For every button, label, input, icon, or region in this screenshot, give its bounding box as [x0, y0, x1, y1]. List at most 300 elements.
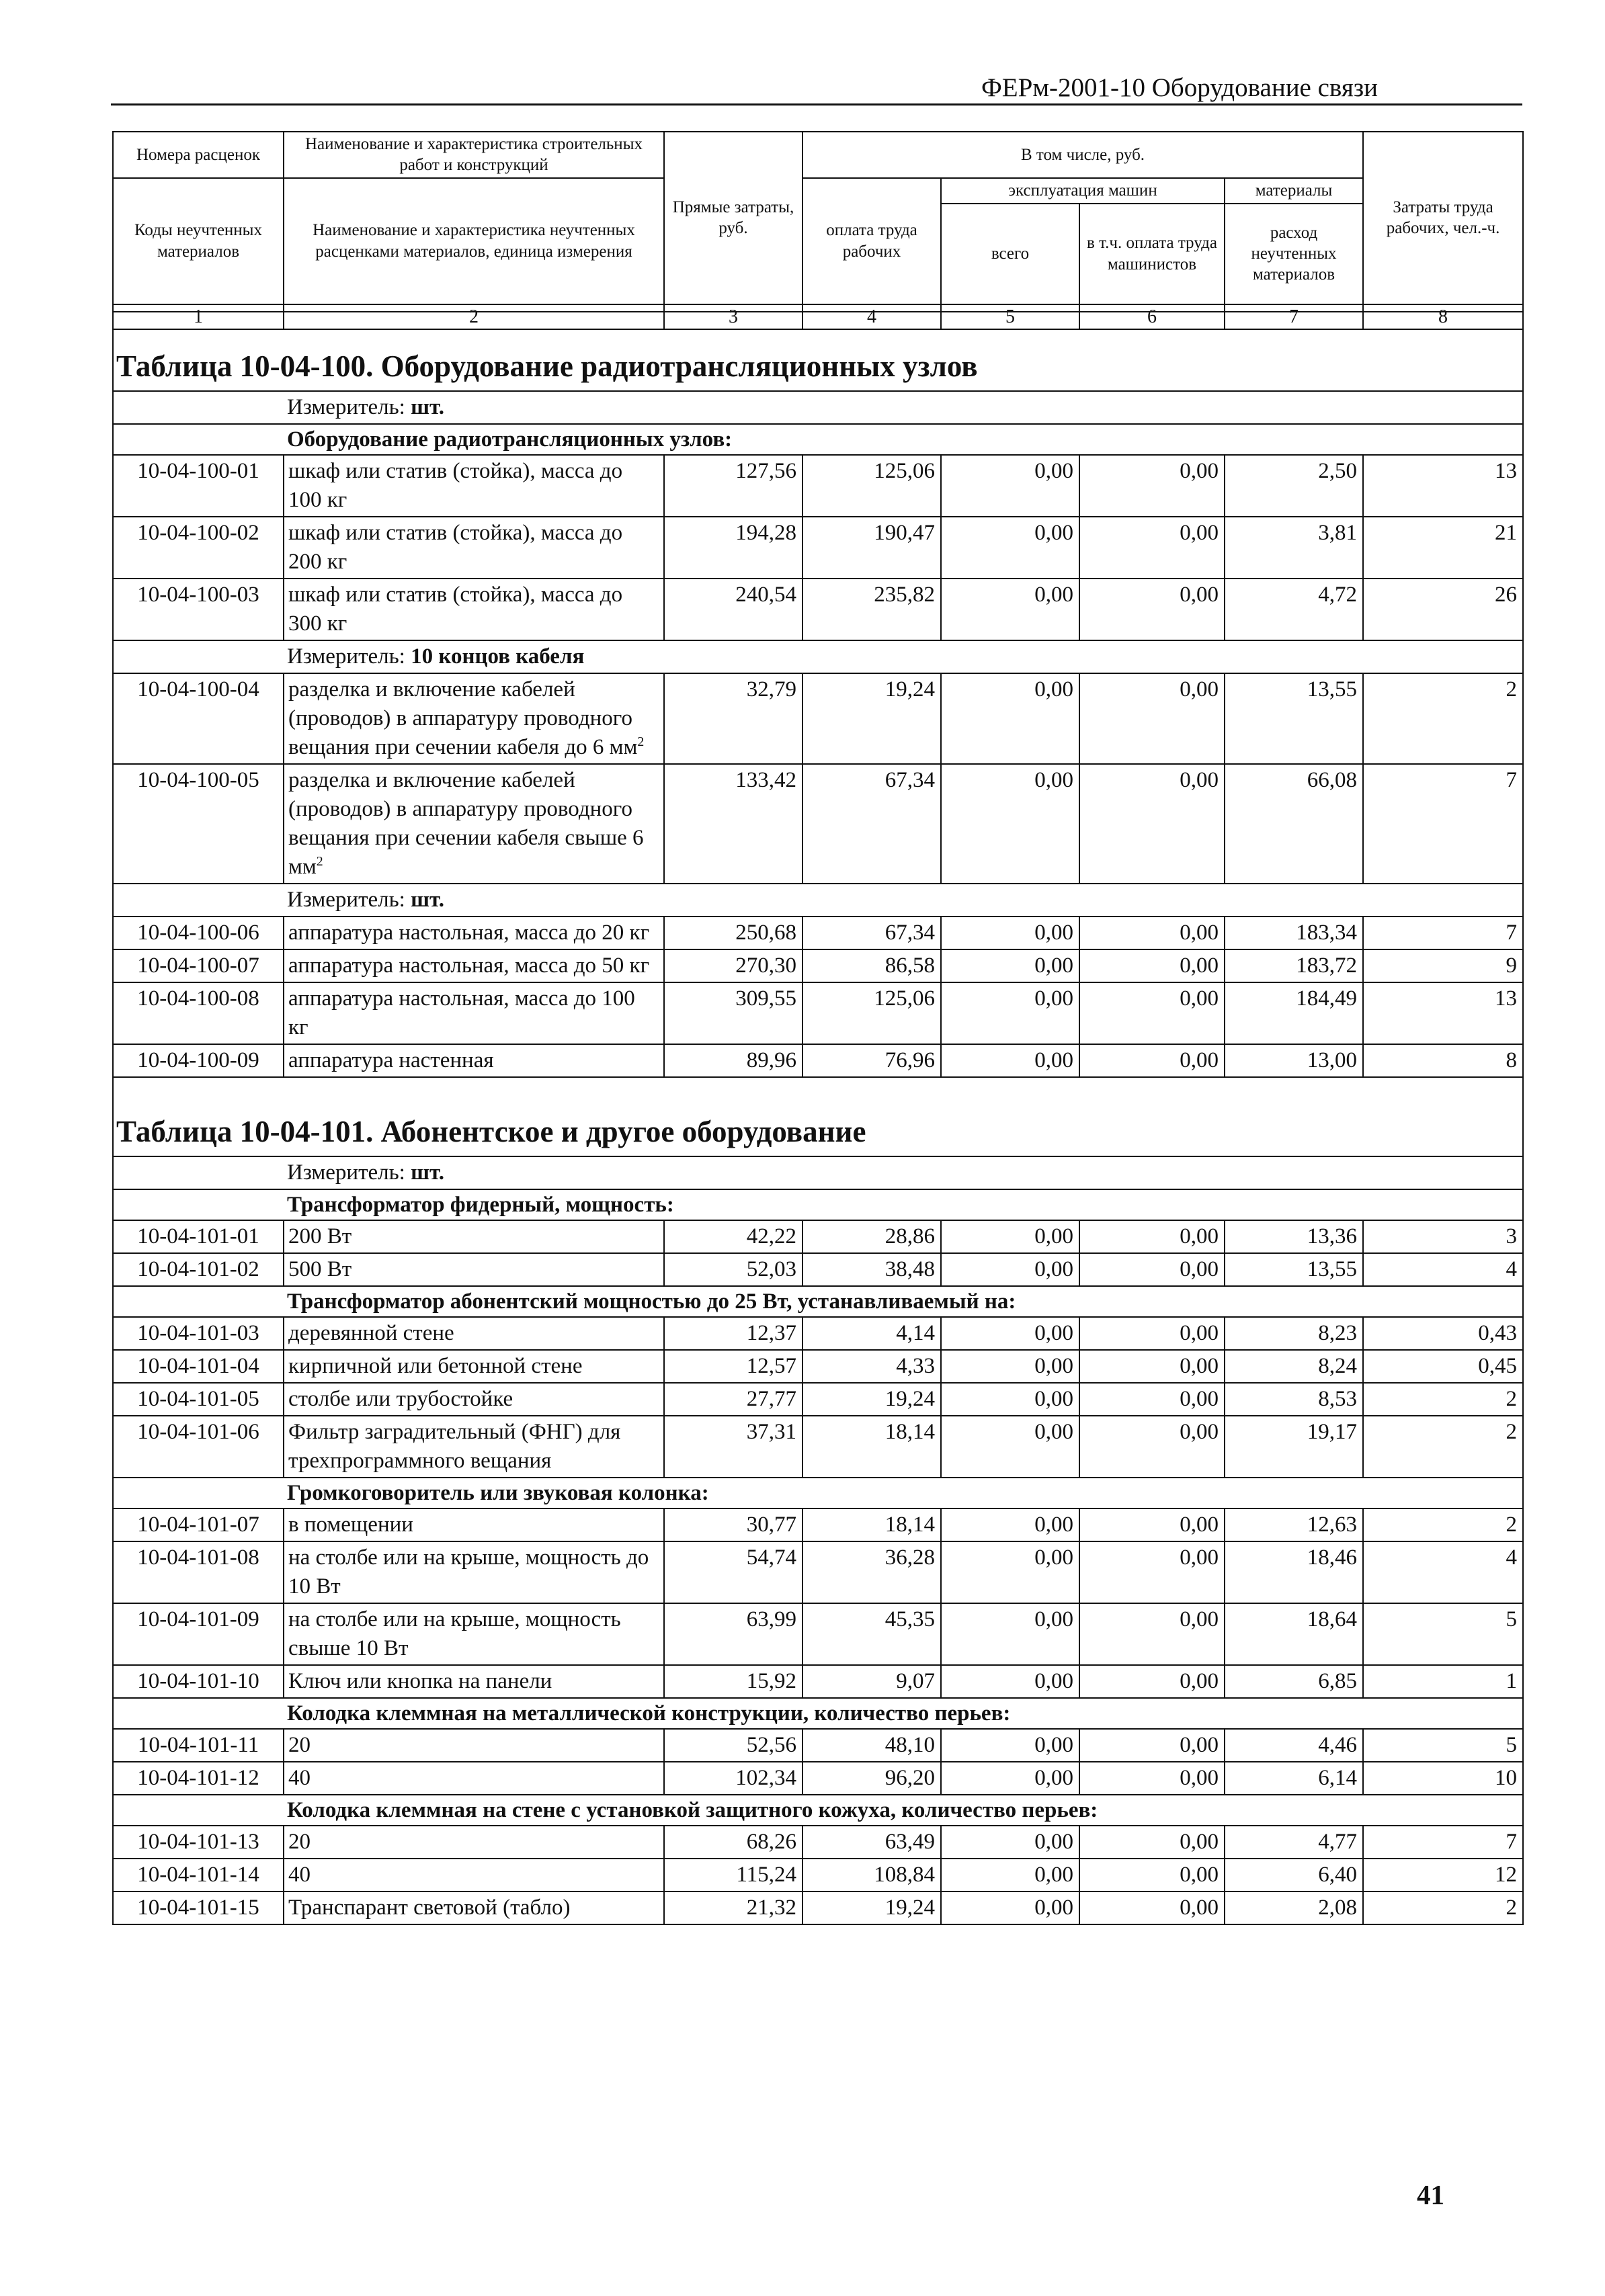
direct-costs: 250,68 — [664, 917, 803, 949]
table-10-04-100-title — [113, 312, 1523, 391]
column-number: 7 — [1225, 304, 1363, 329]
column-number: 2 — [284, 304, 664, 329]
work-name-text: 20 — [288, 1830, 311, 1854]
table-row — [113, 1729, 1523, 1762]
direct-costs: 52,56 — [664, 1729, 803, 1762]
labor-pay: 96,20 — [803, 1762, 941, 1795]
group-label: Трансформатор абонентский мощностью до 25 Вт, устанавливаемый на: — [113, 1286, 1523, 1317]
machines-labor: 0,00 — [1079, 764, 1225, 884]
work-name-text: аппаратура настенная — [288, 1048, 494, 1072]
labor-pay: 18,14 — [803, 1508, 941, 1541]
machines-labor: 0,00 — [1079, 1416, 1225, 1478]
labor-pay: 19,24 — [803, 673, 941, 764]
header-rule — [111, 103, 1522, 105]
rate-code: 10-04-101-07 — [113, 1508, 284, 1541]
work-name — [284, 1350, 664, 1383]
table-row — [113, 1220, 1523, 1253]
rate-code: 10-04-101-13 — [113, 1826, 284, 1859]
column-number: 8 — [1363, 304, 1523, 329]
unit-label — [113, 1156, 1523, 1189]
work-name-text: 40 — [288, 1766, 311, 1790]
rate-code: 10-04-101-15 — [113, 1891, 284, 1924]
machines-total: 0,00 — [941, 517, 1079, 579]
table-row — [113, 982, 1523, 1044]
unit-value: шт. — [411, 888, 444, 912]
unit-value: шт. — [411, 1160, 444, 1185]
work-name — [284, 1729, 664, 1762]
work-name — [284, 673, 664, 764]
table-row — [113, 673, 1523, 764]
group-row — [113, 1795, 1523, 1826]
machines-total: 0,00 — [941, 1317, 1079, 1350]
materials-cost: 8,53 — [1225, 1383, 1363, 1416]
machines-total: 0,00 — [941, 1508, 1079, 1541]
materials-cost: 66,08 — [1225, 764, 1363, 884]
labor-hours: 7 — [1363, 1826, 1523, 1859]
column-number: 6 — [1079, 304, 1225, 329]
table-row — [113, 1665, 1523, 1698]
rate-code: 10-04-101-11 — [113, 1729, 284, 1762]
labor-pay: 125,06 — [803, 982, 941, 1044]
labor-pay: 18,14 — [803, 1416, 941, 1478]
rate-code: 10-04-100-07 — [113, 949, 284, 982]
labor-pay: 125,06 — [803, 455, 941, 517]
machines-total: 0,00 — [941, 949, 1079, 982]
machines-total: 0,00 — [941, 764, 1079, 884]
labor-pay: 28,86 — [803, 1220, 941, 1253]
labor-pay: 67,34 — [803, 917, 941, 949]
rate-code: 10-04-100-04 — [113, 673, 284, 764]
work-name — [284, 579, 664, 640]
labor-hours: 5 — [1363, 1729, 1523, 1762]
rate-code: 10-04-100-09 — [113, 1044, 284, 1077]
work-name — [284, 517, 664, 579]
table-row — [113, 764, 1523, 884]
direct-costs: 42,22 — [664, 1220, 803, 1253]
machines-labor: 0,00 — [1079, 673, 1225, 764]
labor-hours: 26 — [1363, 579, 1523, 640]
materials-cost: 183,72 — [1225, 949, 1363, 982]
header-including: В том числе, руб. — [803, 132, 1363, 178]
direct-costs: 21,32 — [664, 1891, 803, 1924]
superscript: 2 — [316, 854, 323, 869]
table-row — [113, 455, 1523, 517]
machines-labor: 0,00 — [1079, 1317, 1225, 1350]
column-number: 1 — [113, 304, 284, 329]
labor-hours: 2 — [1363, 673, 1523, 764]
machines-total: 0,00 — [941, 1826, 1079, 1859]
table-row — [113, 1350, 1523, 1383]
materials-cost: 18,46 — [1225, 1541, 1363, 1603]
materials-cost: 8,23 — [1225, 1317, 1363, 1350]
machines-total: 0,00 — [941, 1665, 1079, 1698]
unit-prefix: Измеритель: — [287, 888, 411, 912]
materials-cost: 19,17 — [1225, 1416, 1363, 1478]
direct-costs: 27,77 — [664, 1383, 803, 1416]
materials-cost: 6,85 — [1225, 1665, 1363, 1698]
machines-total: 0,00 — [941, 917, 1079, 949]
direct-costs: 52,03 — [664, 1253, 803, 1286]
unit-row — [113, 1156, 1523, 1189]
labor-pay: 4,33 — [803, 1350, 941, 1383]
direct-costs: 63,99 — [664, 1603, 803, 1665]
rate-code: 10-04-100-08 — [113, 982, 284, 1044]
materials-cost: 18,64 — [1225, 1603, 1363, 1665]
group-row — [113, 424, 1523, 455]
table-row — [113, 1891, 1523, 1924]
unit-row — [113, 391, 1523, 424]
labor-hours: 0,43 — [1363, 1317, 1523, 1350]
work-name-text: шкаф или статив (стойка), масса до 200 кг — [288, 521, 623, 574]
rate-code: 10-04-101-10 — [113, 1665, 284, 1698]
labor-pay: 48,10 — [803, 1729, 941, 1762]
machines-labor: 0,00 — [1079, 1383, 1225, 1416]
unit-value: шт. — [411, 395, 444, 419]
labor-pay: 235,82 — [803, 579, 941, 640]
work-name-text: в помещении — [288, 1513, 413, 1537]
labor-hours: 12 — [1363, 1859, 1523, 1891]
direct-costs: 309,55 — [664, 982, 803, 1044]
labor-hours: 10 — [1363, 1762, 1523, 1795]
work-name — [284, 1762, 664, 1795]
work-name-text: 500 Вт — [288, 1257, 352, 1281]
machines-total: 0,00 — [941, 1044, 1079, 1077]
machines-total: 0,00 — [941, 1383, 1079, 1416]
direct-costs: 89,96 — [664, 1044, 803, 1077]
machines-labor: 0,00 — [1079, 1220, 1225, 1253]
labor-hours: 2 — [1363, 1891, 1523, 1924]
work-name-text: 40 — [288, 1863, 311, 1887]
machines-labor: 0,00 — [1079, 1826, 1225, 1859]
machines-labor: 0,00 — [1079, 1541, 1225, 1603]
work-name — [284, 1416, 664, 1478]
table-row — [113, 1541, 1523, 1603]
column-number: 3 — [664, 304, 803, 329]
labor-hours: 5 — [1363, 1603, 1523, 1665]
header-machines-total: всего — [941, 204, 1079, 304]
page-number: 41 — [1417, 2179, 1444, 2210]
direct-costs: 32,79 — [664, 673, 803, 764]
rate-code: 10-04-101-04 — [113, 1350, 284, 1383]
unit-label — [113, 884, 1523, 917]
table-title: Таблица 10-04-100. Оборудование радиотрансляционных узлов — [113, 312, 1523, 391]
unit-label — [113, 391, 1523, 424]
work-name-text: кирпичной или бетонной стене — [288, 1354, 583, 1378]
machines-labor: 0,00 — [1079, 1729, 1225, 1762]
group-row — [113, 1189, 1523, 1220]
direct-costs: 37,31 — [664, 1416, 803, 1478]
work-name-text: аппаратура настольная, масса до 100 кг — [288, 986, 635, 1039]
column-number: 4 — [803, 304, 941, 329]
unit-label — [113, 640, 1523, 673]
table-row — [113, 1416, 1523, 1478]
direct-costs: 68,26 — [664, 1826, 803, 1859]
machines-total: 0,00 — [941, 1729, 1079, 1762]
work-name-text: Фильтр заградительный (ФНГ) для трехпрограммного вещания — [288, 1420, 621, 1473]
rate-code: 10-04-101-01 — [113, 1220, 284, 1253]
labor-hours: 4 — [1363, 1253, 1523, 1286]
running-header: ФЕРм-2001-10 Оборудование связи — [981, 73, 1378, 102]
header-materials-usage: расход неучтенных материалов — [1225, 204, 1363, 304]
header-col1-bottom: Коды неучтенных материалов — [113, 178, 284, 304]
table-row — [113, 917, 1523, 949]
header-machines: эксплуатация машин — [941, 178, 1225, 204]
work-name-text: 20 — [288, 1733, 311, 1757]
direct-costs: 194,28 — [664, 517, 803, 579]
machines-total: 0,00 — [941, 1762, 1079, 1795]
rate-code: 10-04-101-02 — [113, 1253, 284, 1286]
machines-labor: 0,00 — [1079, 1603, 1225, 1665]
work-name-text: Ключ или кнопка на панели — [288, 1669, 552, 1693]
materials-cost: 4,72 — [1225, 579, 1363, 640]
labor-hours: 3 — [1363, 1220, 1523, 1253]
direct-costs: 270,30 — [664, 949, 803, 982]
labor-hours: 2 — [1363, 1508, 1523, 1541]
group-label: Колодка клеммная на стене с установкой защитного кожуха, количество перьев: — [113, 1795, 1523, 1826]
work-name — [284, 1383, 664, 1416]
labor-hours: 13 — [1363, 455, 1523, 517]
labor-pay: 67,34 — [803, 764, 941, 884]
labor-hours: 2 — [1363, 1383, 1523, 1416]
rate-code: 10-04-101-05 — [113, 1383, 284, 1416]
machines-labor: 0,00 — [1079, 949, 1225, 982]
labor-pay: 76,96 — [803, 1044, 941, 1077]
group-label: Колодка клеммная на металлической конструкции, количество перьев: — [113, 1698, 1523, 1729]
materials-cost: 13,55 — [1225, 1253, 1363, 1286]
table-row — [113, 1826, 1523, 1859]
labor-pay: 9,07 — [803, 1665, 941, 1698]
work-name-text: на столбе или на крыше, мощность свыше 10 Вт — [288, 1607, 621, 1660]
table-row — [113, 1383, 1523, 1416]
labor-pay: 108,84 — [803, 1859, 941, 1891]
machines-total: 0,00 — [941, 982, 1079, 1044]
machines-labor: 0,00 — [1079, 579, 1225, 640]
work-name-text: шкаф или статив (стойка), масса до 300 кг — [288, 583, 623, 636]
work-name — [284, 1826, 664, 1859]
direct-costs: 30,77 — [664, 1508, 803, 1541]
work-name — [284, 1859, 664, 1891]
header-col2-top: Наименование и характеристика строительных работ и конструкций — [284, 132, 664, 178]
materials-cost: 183,34 — [1225, 917, 1363, 949]
materials-cost: 4,46 — [1225, 1729, 1363, 1762]
table-row — [113, 949, 1523, 982]
labor-hours: 7 — [1363, 764, 1523, 884]
work-name — [284, 764, 664, 884]
work-name-text: аппаратура настольная, масса до 50 кг — [288, 953, 650, 978]
work-name — [284, 1541, 664, 1603]
group-label: Громкоговоритель или звуковая колонка: — [113, 1478, 1523, 1508]
work-name-text: разделка и включение кабелей (проводов) в аппаратуру проводного вещания при сечении кабеля свыше 6 мм — [288, 768, 644, 879]
header-col1-top: Номера расценок — [113, 132, 284, 178]
machines-total: 0,00 — [941, 455, 1079, 517]
labor-hours: 2 — [1363, 1416, 1523, 1478]
rate-code: 10-04-100-02 — [113, 517, 284, 579]
machines-total: 0,00 — [941, 1253, 1079, 1286]
materials-cost: 6,14 — [1225, 1762, 1363, 1795]
work-name — [284, 455, 664, 517]
materials-cost: 2,50 — [1225, 455, 1363, 517]
unit-value: 10 концов кабеля — [411, 644, 585, 669]
work-name-text: разделка и включение кабелей (проводов) в аппаратуру проводного вещания при сечении кабеля до 6 мм — [288, 677, 638, 759]
unit-prefix: Измеритель: — [287, 644, 411, 669]
work-name — [284, 949, 664, 982]
machines-total: 0,00 — [941, 1220, 1079, 1253]
labor-hours: 8 — [1363, 1044, 1523, 1077]
labor-pay: 4,14 — [803, 1317, 941, 1350]
materials-cost: 3,81 — [1225, 517, 1363, 579]
work-name — [284, 1665, 664, 1698]
materials-cost: 184,49 — [1225, 982, 1363, 1044]
labor-pay: 19,24 — [803, 1383, 941, 1416]
table-row — [113, 1603, 1523, 1665]
work-name-text: столбе или трубостойке — [288, 1387, 513, 1411]
machines-labor: 0,00 — [1079, 1508, 1225, 1541]
machines-labor: 0,00 — [1079, 1350, 1225, 1383]
column-header-table — [112, 131, 1524, 330]
machines-labor: 0,00 — [1079, 1253, 1225, 1286]
labor-hours: 4 — [1363, 1541, 1523, 1603]
materials-cost: 6,40 — [1225, 1859, 1363, 1891]
work-name — [284, 1253, 664, 1286]
machines-total: 0,00 — [941, 1603, 1079, 1665]
table-row — [113, 1859, 1523, 1891]
machines-labor: 0,00 — [1079, 455, 1225, 517]
machines-labor: 0,00 — [1079, 982, 1225, 1044]
labor-pay: 86,58 — [803, 949, 941, 982]
machines-total: 0,00 — [941, 1859, 1079, 1891]
labor-pay: 38,48 — [803, 1253, 941, 1286]
table-row — [113, 1044, 1523, 1077]
work-name-text: шкаф или статив (стойка), масса до 100 кг — [288, 459, 623, 512]
rate-code: 10-04-100-01 — [113, 455, 284, 517]
materials-cost: 8,24 — [1225, 1350, 1363, 1383]
rate-code: 10-04-100-03 — [113, 579, 284, 640]
materials-cost: 13,55 — [1225, 673, 1363, 764]
materials-cost: 13,00 — [1225, 1044, 1363, 1077]
materials-cost: 12,63 — [1225, 1508, 1363, 1541]
machines-labor: 0,00 — [1079, 1665, 1225, 1698]
table-title: Таблица 10-04-101. Абонентское и другое оборудование — [113, 1077, 1523, 1156]
labor-hours: 0,45 — [1363, 1350, 1523, 1383]
work-name — [284, 1603, 664, 1665]
rate-code: 10-04-101-14 — [113, 1859, 284, 1891]
labor-hours: 21 — [1363, 517, 1523, 579]
labor-pay: 45,35 — [803, 1603, 941, 1665]
table-row — [113, 1508, 1523, 1541]
work-name — [284, 1891, 664, 1924]
machines-labor: 0,00 — [1079, 1891, 1225, 1924]
superscript: 2 — [637, 734, 645, 749]
machines-total: 0,00 — [941, 1350, 1079, 1383]
materials-cost: 4,77 — [1225, 1826, 1363, 1859]
direct-costs: 15,92 — [664, 1665, 803, 1698]
work-name — [284, 982, 664, 1044]
direct-costs: 12,57 — [664, 1350, 803, 1383]
group-row — [113, 1478, 1523, 1508]
machines-labor: 0,00 — [1079, 1044, 1225, 1077]
machines-total: 0,00 — [941, 673, 1079, 764]
labor-hours: 1 — [1363, 1665, 1523, 1698]
unit-prefix: Измеритель: — [287, 1160, 411, 1185]
work-name — [284, 1317, 664, 1350]
rates-table — [112, 311, 1524, 1925]
header-machines-labor: в т.ч. оплата труда машинистов — [1079, 204, 1225, 304]
machines-total: 0,00 — [941, 1416, 1079, 1478]
rate-code: 10-04-100-05 — [113, 764, 284, 884]
work-name-text: аппаратура настольная, масса до 20 кг — [288, 921, 650, 945]
work-name — [284, 1508, 664, 1541]
work-name-text: деревянной стене — [288, 1321, 454, 1345]
table-row — [113, 1762, 1523, 1795]
labor-pay: 19,24 — [803, 1891, 941, 1924]
labor-hours: 9 — [1363, 949, 1523, 982]
machines-total: 0,00 — [941, 579, 1079, 640]
machines-labor: 0,00 — [1079, 517, 1225, 579]
work-name — [284, 917, 664, 949]
materials-cost: 2,08 — [1225, 1891, 1363, 1924]
group-label: Трансформатор фидерный, мощность: — [113, 1189, 1523, 1220]
work-name-text: Транспарант световой (табло) — [288, 1896, 571, 1920]
header-labor-pay: оплата труда рабочих — [803, 178, 941, 304]
rate-code: 10-04-101-06 — [113, 1416, 284, 1478]
table-10-04-101-title — [113, 1077, 1523, 1156]
direct-costs: 133,42 — [664, 764, 803, 884]
group-row — [113, 1698, 1523, 1729]
machines-total: 0,00 — [941, 1541, 1079, 1603]
rate-code: 10-04-101-08 — [113, 1541, 284, 1603]
table-row — [113, 1317, 1523, 1350]
direct-costs: 54,74 — [664, 1541, 803, 1603]
header-col2-bottom: Наименование и характеристика неучтенных расценками материалов, единица измерения — [284, 178, 664, 304]
labor-hours: 13 — [1363, 982, 1523, 1044]
table-row — [113, 579, 1523, 640]
work-name-text: 200 Вт — [288, 1224, 352, 1248]
group-row — [113, 1286, 1523, 1317]
machines-total: 0,00 — [941, 1891, 1079, 1924]
group-label: Оборудование радиотрансляционных узлов: — [113, 424, 1523, 455]
table-row — [113, 1253, 1523, 1286]
machines-labor: 0,00 — [1079, 1762, 1225, 1795]
rate-code: 10-04-101-09 — [113, 1603, 284, 1665]
direct-costs: 240,54 — [664, 579, 803, 640]
labor-pay: 190,47 — [803, 517, 941, 579]
unit-prefix: Измеритель: — [287, 395, 411, 419]
work-name-text: на столбе или на крыше, мощность до 10 Вт — [288, 1545, 649, 1599]
table-row — [113, 517, 1523, 579]
direct-costs: 127,56 — [664, 455, 803, 517]
machines-labor: 0,00 — [1079, 917, 1225, 949]
labor-hours: 7 — [1363, 917, 1523, 949]
rate-code: 10-04-101-12 — [113, 1762, 284, 1795]
work-name — [284, 1044, 664, 1077]
direct-costs: 12,37 — [664, 1317, 803, 1350]
labor-pay: 36,28 — [803, 1541, 941, 1603]
work-name — [284, 1220, 664, 1253]
unit-row — [113, 640, 1523, 673]
labor-pay: 63,49 — [803, 1826, 941, 1859]
unit-row — [113, 884, 1523, 917]
materials-cost: 13,36 — [1225, 1220, 1363, 1253]
header-direct-costs: Прямые затраты, руб. — [664, 132, 803, 304]
machines-labor: 0,00 — [1079, 1859, 1225, 1891]
rate-code: 10-04-101-03 — [113, 1317, 284, 1350]
rate-code: 10-04-100-06 — [113, 917, 284, 949]
direct-costs: 115,24 — [664, 1859, 803, 1891]
header-labor-hours: Затраты труда рабочих, чел.-ч. — [1363, 132, 1523, 304]
column-number: 5 — [941, 304, 1079, 329]
header-materials: материалы — [1225, 178, 1363, 204]
direct-costs: 102,34 — [664, 1762, 803, 1795]
